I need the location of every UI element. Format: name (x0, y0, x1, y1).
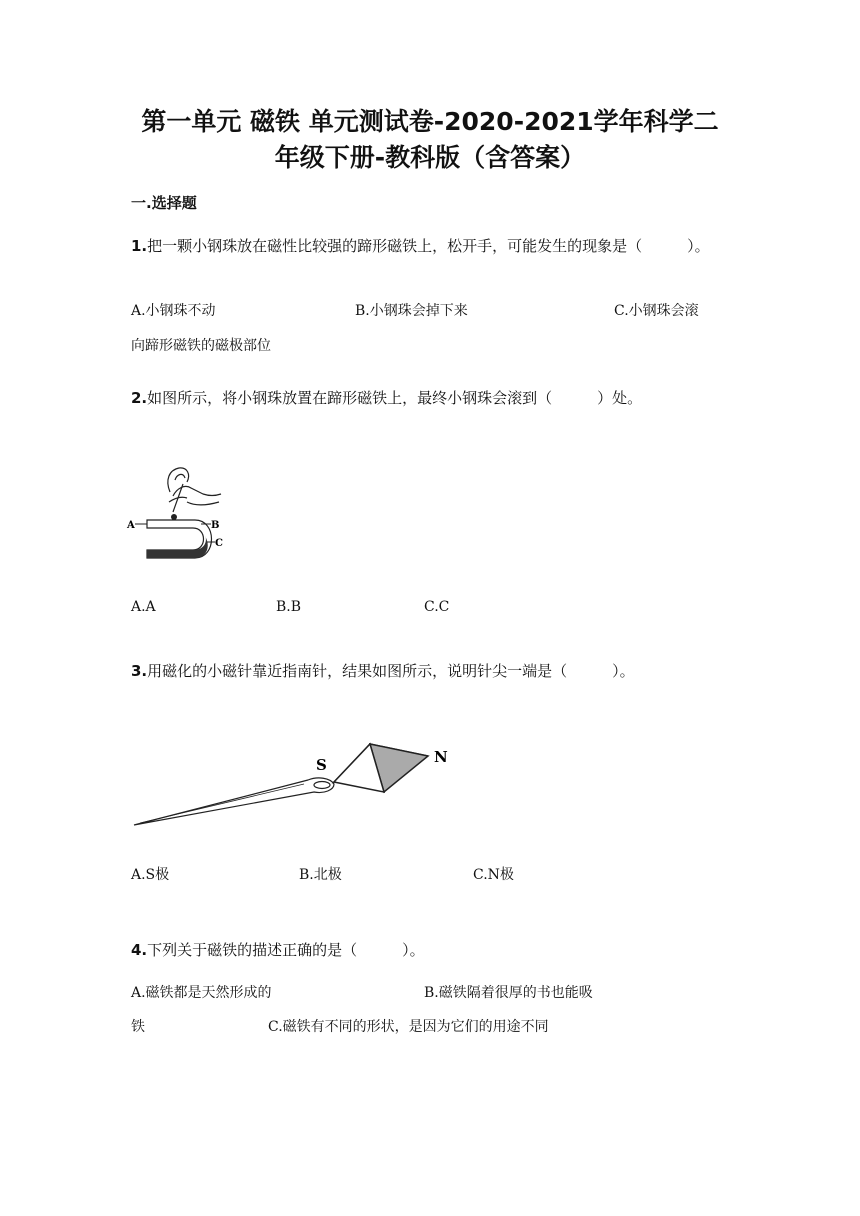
title-line-2: 年级下册-教科版（含答案） (274, 143, 586, 172)
question-2-text: 如图所示，将小钢珠放置在蹄形磁铁上，最终小钢珠会滚到（ ）处。 (147, 389, 643, 407)
q3-option-b: B.北极 (299, 867, 342, 883)
question-1-number: 1. (131, 237, 148, 255)
q1-option-b: B.小钢珠会掉下来 (355, 303, 468, 319)
title-line-1: 第一单元 磁铁 单元测试卷-2020-2021学年科学二 (141, 107, 719, 136)
horseshoe-magnet-figure (125, 462, 235, 567)
q3-option-c: C.N极 (473, 867, 514, 883)
question-3-text: 用磁化的小磁针靠近指南针，结果如图所示，说明针尖一端是（ ）。 (147, 662, 635, 680)
compass-needle-icon (334, 744, 428, 792)
q1-option-c: C.小钢珠会滚 (614, 303, 699, 319)
question-4 (131, 938, 731, 962)
needle-compass-figure (128, 736, 458, 830)
q4-option-c: C.磁铁有不同的形状，是因为它们的用途不同 (268, 1019, 549, 1035)
figure-label-s: S (316, 756, 327, 774)
magnet-icon (147, 514, 212, 558)
q1-option-c-continued: 向蹄形磁铁的磁极部位 (131, 338, 271, 354)
question-4-number: 4. (131, 941, 148, 959)
steel-ball-icon (171, 514, 177, 520)
question-3-number: 3. (131, 662, 148, 680)
question-2-number: 2. (131, 389, 148, 407)
figure-label-a: A (127, 520, 135, 531)
figure-label-b: B (211, 520, 220, 531)
question-1-text: 把一颗小钢珠放在磁性比较强的蹄形磁铁上，松开手，可能发生的现象是（ ）。 (147, 237, 710, 255)
figure-label-c: C (215, 538, 223, 549)
q4-option-b-continued: 铁 (131, 1019, 145, 1035)
q4-option-b: B.磁铁隔着很厚的书也能吸 (424, 985, 593, 1001)
needle-icon (134, 778, 334, 825)
question-2 (131, 386, 731, 410)
q4-option-a: A.磁铁都是天然形成的 (131, 985, 272, 1001)
figure-label-n: N (434, 748, 448, 766)
page-title (120, 104, 740, 176)
q2-option-a: A.A (131, 599, 156, 615)
question-3 (131, 659, 731, 683)
hand-icon (168, 468, 221, 512)
question-4-text: 下列关于磁铁的描述正确的是（ ）。 (147, 941, 425, 959)
question-1 (131, 234, 731, 258)
q3-option-a: A.S极 (131, 867, 170, 883)
q2-option-c: C.C (424, 599, 450, 615)
q1-option-a: A.小钢珠不动 (131, 303, 216, 319)
q2-option-b: B.B (276, 599, 302, 615)
section-title: 一.选择题 (131, 194, 197, 212)
